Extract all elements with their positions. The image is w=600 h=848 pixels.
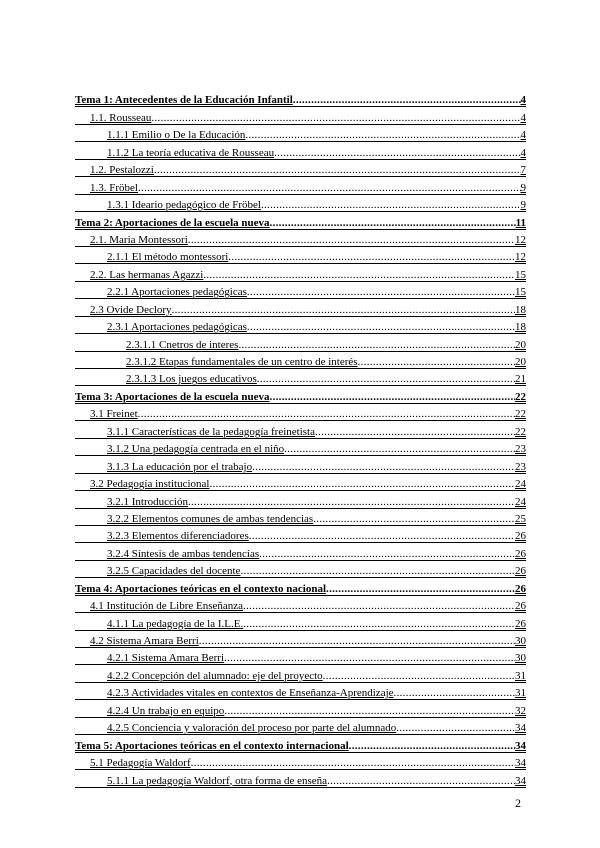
toc-leader bbox=[270, 391, 515, 403]
toc-entry[interactable] bbox=[75, 753, 526, 770]
toc-entry-title[interactable]: Tema 2: Aportaciones de la escuela nueva bbox=[75, 216, 270, 229]
toc-entry-page[interactable]: 15 bbox=[515, 268, 526, 281]
toc-entry-page[interactable]: 30 bbox=[515, 652, 526, 665]
toc-entry-title[interactable]: 4.1 Institución de Libre Enseñanza bbox=[90, 600, 244, 613]
toc-entry[interactable] bbox=[75, 230, 526, 247]
toc-leader bbox=[327, 775, 515, 787]
toc-entry-page[interactable]: 11 bbox=[515, 216, 526, 229]
toc-entry[interactable] bbox=[75, 386, 526, 403]
toc-entry-page[interactable]: 25 bbox=[515, 512, 526, 525]
toc-entry-title[interactable]: 5.1 Pedagogía Waldorf bbox=[90, 757, 191, 770]
toc-entry[interactable] bbox=[75, 491, 526, 508]
toc-leader bbox=[238, 339, 515, 351]
toc-entry[interactable] bbox=[75, 648, 526, 665]
toc-entry-page[interactable]: 21 bbox=[515, 373, 526, 386]
toc-entry[interactable] bbox=[75, 665, 526, 682]
toc-entry-title[interactable]: Tema 1: Antecedentes de la Educación Infantil bbox=[75, 94, 293, 107]
toc-entry-title[interactable]: 2.1.1 El método montessori bbox=[107, 251, 229, 264]
toc-entry-title[interactable]: 1.1. Rousseau bbox=[90, 111, 152, 124]
toc-entry-title[interactable]: 3.2.2 Elementos comunes de ambas tendencias bbox=[107, 512, 314, 525]
toc-leader bbox=[313, 513, 515, 525]
toc-entry-title[interactable]: Tema 3: Aportaciones de la escuela nueva bbox=[75, 390, 270, 403]
toc-entry[interactable] bbox=[75, 735, 526, 752]
toc-entry-title[interactable]: 2.2. Las hermanas Agazzi bbox=[90, 268, 204, 281]
toc-entry-page[interactable]: 23 bbox=[515, 460, 526, 473]
toc-entry-page[interactable]: 12 bbox=[515, 251, 526, 264]
toc-leader bbox=[358, 356, 515, 368]
toc-entry-title[interactable]: 3.1 Freinet bbox=[90, 408, 138, 421]
toc-entry-title[interactable]: Tema 5: Aportaciones teóricas en el contexto internacional bbox=[75, 739, 349, 752]
toc-leader bbox=[349, 740, 515, 752]
toc-entry[interactable] bbox=[75, 596, 526, 613]
toc-leader bbox=[247, 321, 515, 333]
toc-leader bbox=[138, 182, 521, 194]
toc-entry-title[interactable]: 2.3.1.2 Etapas fundamentales de un centro de interés bbox=[126, 356, 358, 368]
toc-entry-title[interactable]: 3.2.3 Elementos diferenciadores bbox=[107, 530, 249, 543]
toc-entry-page[interactable]: 23 bbox=[515, 443, 526, 456]
toc-leader bbox=[172, 304, 515, 316]
toc-entry-page[interactable]: 34 bbox=[515, 757, 526, 770]
toc-entry[interactable] bbox=[75, 543, 526, 560]
toc-leader bbox=[243, 618, 515, 630]
toc-entry[interactable] bbox=[75, 526, 526, 543]
toc-entry[interactable] bbox=[75, 509, 526, 526]
toc-entry-page[interactable]: 7 bbox=[520, 164, 526, 177]
toc-leader bbox=[261, 199, 521, 211]
toc-entry-page[interactable]: 31 bbox=[515, 687, 526, 700]
toc-entry-page[interactable]: 22 bbox=[515, 408, 526, 421]
toc-entry-page[interactable]: 26 bbox=[515, 582, 526, 595]
toc-leader bbox=[224, 652, 515, 664]
toc-entry-title[interactable]: 4.1.1 La pedagogía de la I.L.E. bbox=[107, 617, 244, 630]
toc-entry[interactable] bbox=[75, 421, 526, 438]
toc-entry[interactable] bbox=[75, 718, 526, 735]
toc-entry[interactable] bbox=[75, 142, 526, 159]
toc-entry-page[interactable]: 31 bbox=[515, 669, 526, 682]
toc-entry-title[interactable]: 1.2. Pestalozzi bbox=[90, 164, 154, 177]
toc-entry[interactable] bbox=[75, 613, 526, 630]
toc-entry[interactable] bbox=[75, 561, 526, 578]
toc-entry-page[interactable]: 26 bbox=[515, 617, 526, 630]
toc-entry-title[interactable]: 2.3.1.1 Cnetros de interes bbox=[126, 338, 239, 351]
toc-leader bbox=[284, 443, 515, 455]
toc-leader bbox=[209, 478, 515, 490]
toc-leader bbox=[323, 670, 515, 682]
toc-leader bbox=[274, 147, 520, 159]
toc-entry-page[interactable]: 12 bbox=[515, 233, 526, 246]
toc-entry-page[interactable]: 34 bbox=[515, 774, 526, 787]
toc-leader bbox=[188, 234, 515, 246]
toc-entry-title[interactable]: 4.2.1 Sistema Amara Berri bbox=[107, 652, 225, 665]
toc-entry-page[interactable]: 34 bbox=[515, 739, 526, 752]
table-of-contents bbox=[75, 90, 526, 788]
toc-entry-title[interactable]: 2.3 Ovide Declory bbox=[90, 303, 172, 316]
toc-entry-title[interactable]: 3.1.1 Características de la pedagogía freinetista bbox=[107, 425, 315, 438]
toc-entry-page[interactable]: 26 bbox=[515, 565, 526, 578]
toc-entry-title[interactable]: 4.2.5 Conciencia y valoración del proceso por parte del alumnado bbox=[107, 722, 397, 735]
toc-leader bbox=[245, 129, 520, 141]
toc-entry-title[interactable]: 1.1.2 La teoría educativa de Rousseau bbox=[107, 146, 275, 159]
toc-entry-title[interactable]: 3.2.4 Síntesis de ambas tendencias bbox=[107, 547, 260, 560]
toc-leader bbox=[249, 530, 515, 542]
toc-entry-page[interactable]: 34 bbox=[515, 722, 526, 735]
toc-entry-title[interactable]: 4.2.4 Un trabajo en equipo bbox=[107, 704, 225, 717]
toc-leader bbox=[228, 251, 515, 263]
toc-entry-page[interactable]: 4 bbox=[520, 94, 526, 107]
toc-leader bbox=[270, 217, 516, 229]
toc-entry[interactable] bbox=[75, 264, 526, 281]
toc-entry[interactable] bbox=[75, 439, 526, 456]
toc-entry[interactable] bbox=[75, 352, 526, 369]
toc-entry-page[interactable]: 4 bbox=[520, 111, 526, 124]
toc-entry-title[interactable]: 1.3. Fröbel bbox=[90, 181, 138, 194]
toc-entry-title[interactable]: Tema 4: Aportaciones teóricas en el contexto nacional bbox=[75, 582, 327, 595]
toc-entry-title[interactable]: 3.2.1 Introducción bbox=[107, 495, 188, 508]
toc-entry[interactable] bbox=[75, 160, 526, 177]
toc-entry[interactable] bbox=[75, 631, 526, 648]
toc-entry-title[interactable]: 1.3.1 Ideario pedagógico de Fröbel bbox=[107, 199, 261, 212]
toc-leader bbox=[203, 269, 515, 281]
toc-entry-title[interactable]: 2.2.1 Aportaciones pedagógicas bbox=[107, 286, 247, 299]
toc-entry-page[interactable]: 26 bbox=[515, 600, 526, 613]
toc-entry-page[interactable]: 30 bbox=[515, 635, 526, 647]
toc-entry[interactable] bbox=[75, 474, 526, 491]
toc-entry-title[interactable]: 4.2.3 Actividades vitales en contextos de Enseñanza-Aprendizaje bbox=[107, 687, 394, 700]
toc-entry[interactable] bbox=[75, 107, 526, 124]
toc-entry-page[interactable]: 22 bbox=[515, 425, 526, 438]
toc-entry-page[interactable]: 26 bbox=[515, 530, 526, 543]
toc-entry[interactable] bbox=[75, 456, 526, 473]
toc-entry[interactable] bbox=[75, 177, 526, 194]
toc-entry[interactable] bbox=[75, 90, 526, 107]
toc-entry[interactable] bbox=[75, 404, 526, 421]
toc-leader bbox=[247, 286, 515, 298]
toc-entry-page[interactable]: 18 bbox=[515, 321, 526, 334]
toc-entry[interactable] bbox=[75, 683, 526, 700]
toc-leader bbox=[257, 373, 515, 385]
toc-leader bbox=[293, 94, 521, 106]
toc-entry-title[interactable]: 4.2 Sistema Amara Berri bbox=[90, 635, 199, 647]
toc-leader bbox=[224, 705, 515, 717]
toc-entry-page[interactable]: 9 bbox=[520, 181, 526, 194]
toc-entry-title[interactable]: 3.2.5 Capacidades del docente bbox=[107, 565, 241, 578]
toc-entry-page[interactable]: 15 bbox=[515, 286, 526, 299]
toc-entry[interactable] bbox=[75, 317, 526, 334]
toc-entry-page[interactable]: 4 bbox=[520, 146, 526, 159]
toc-entry[interactable] bbox=[75, 125, 526, 142]
toc-entry[interactable] bbox=[75, 195, 526, 212]
toc-entry[interactable] bbox=[75, 700, 526, 717]
toc-leader bbox=[191, 757, 515, 769]
toc-entry[interactable] bbox=[75, 334, 526, 351]
toc-leader bbox=[199, 635, 515, 647]
toc-entry[interactable] bbox=[75, 247, 526, 264]
toc-leader bbox=[396, 722, 515, 734]
toc-entry[interactable] bbox=[75, 770, 526, 787]
toc-leader bbox=[394, 687, 515, 699]
toc-leader bbox=[252, 461, 515, 473]
toc-entry-title[interactable]: 3.1.2 Una pedagogía centrada en el niño bbox=[107, 443, 285, 456]
toc-entry-page[interactable]: 32 bbox=[515, 704, 526, 717]
toc-entry-title[interactable]: 2.3.1 Aportaciones pedagógicas bbox=[107, 321, 247, 334]
toc-entry-title[interactable]: 4.2.2 Concepción del alumnado: eje del proyecto bbox=[107, 669, 323, 682]
toc-leader bbox=[151, 112, 520, 124]
toc-leader bbox=[188, 496, 515, 508]
toc-entry-page[interactable]: 24 bbox=[515, 478, 526, 491]
toc-entry-page[interactable]: 18 bbox=[515, 303, 526, 316]
toc-leader bbox=[243, 600, 515, 612]
toc-leader bbox=[315, 426, 515, 438]
toc-entry-page[interactable]: 9 bbox=[520, 199, 526, 212]
toc-entry-page[interactable]: 4 bbox=[520, 129, 526, 142]
toc-entry-title[interactable]: 1.1.1 Emilio o De la Educación bbox=[107, 129, 246, 142]
toc-leader bbox=[240, 565, 515, 577]
toc-entry-title[interactable]: 2.1. Maria Montessori bbox=[90, 233, 188, 246]
toc-entry-title[interactable]: 5.1.1 La pedagogía Waldorf, otra forma de enseña bbox=[107, 774, 328, 787]
toc-entry-page[interactable]: 20 bbox=[515, 338, 526, 351]
toc-entry-title[interactable]: 2.3.1.3 Los juegos educativos bbox=[126, 373, 257, 386]
toc-entry-page[interactable]: 24 bbox=[515, 495, 526, 508]
toc-entry[interactable] bbox=[75, 578, 526, 595]
toc-leader bbox=[259, 548, 515, 560]
toc-entry[interactable] bbox=[75, 299, 526, 316]
toc-leader bbox=[138, 408, 515, 420]
toc-leader bbox=[154, 164, 521, 176]
toc-entry[interactable] bbox=[75, 212, 526, 229]
toc-entry-page[interactable]: 26 bbox=[515, 547, 526, 560]
toc-leader bbox=[326, 583, 515, 595]
toc-entry[interactable] bbox=[75, 369, 526, 386]
toc-entry-title[interactable]: 3.1.3 La educación por el trabajo bbox=[107, 460, 253, 473]
toc-entry-page[interactable]: 22 bbox=[515, 390, 526, 403]
toc-entry-page[interactable]: 20 bbox=[515, 356, 526, 368]
toc-entry[interactable] bbox=[75, 282, 526, 299]
toc-entry-title[interactable]: 3.2 Pedagogía institucional bbox=[90, 478, 210, 491]
page-number: 2 bbox=[515, 796, 521, 810]
